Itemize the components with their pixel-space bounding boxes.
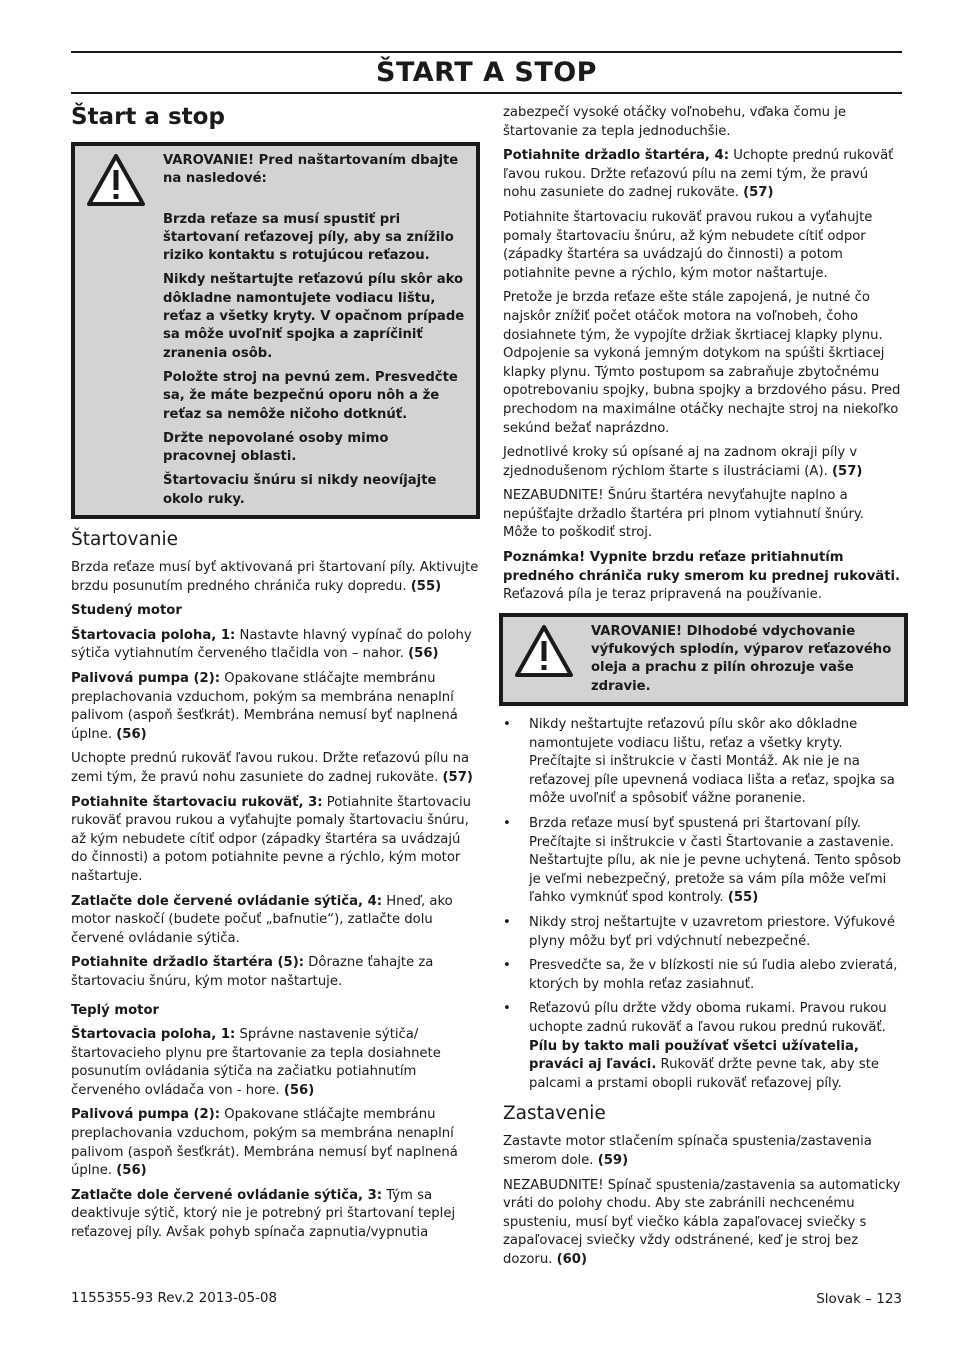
list-item: • Presvedčte sa, že v blízkosti nie sú ľudia alebo zvieratá, ktorých by mohla reťaz zasiahnuť. [503, 957, 902, 994]
warning-box [71, 142, 480, 519]
subsection-heading: Zastavenie [503, 1103, 606, 1125]
paragraph: Palivová pumpa (2): Opakovane stláčajte membránu preplachovania vzduchom, pokým sa membrána nenaplní palivom (aspoň šesťkrát). Membrána nemusí byť naplnená úplne. (56) [71, 1107, 458, 1179]
warning-box [499, 613, 908, 706]
list-item: • Nikdy stroj neštartujte v uzavretom priestore. Výfukové plyny môžu byť pri vdýchnutí nebezpečné. [503, 914, 902, 951]
paragraph: NEZABUDNITE! Šnúru štartéra nevyťahujte naplno a nepúšťajte držadlo štartéra pri plnom vytiahnutí šnúry. Môže to poškodiť stroj. [503, 488, 864, 541]
paragraph: Štartovacia poloha, 1: Správne nastavenie sýtiča/štartovacieho plynu pre štartovanie za tepla dosiahnete posunutím ovládania sýtiča na začiatku potiahnutím červeného ovládača von - hore. (56) [71, 1027, 441, 1098]
warning-text: VAROVANIE! Dlhodobé vdychovanie výfukových splodín, výparov reťazového oleja a prachu z pilín ohrozuje vaše zdravie. [591, 623, 892, 694]
paragraph: Zatlačte dole červené ovládanie sýtiča, 4: Hneď, ako motor naskočí (budete počuť „bafnutie“), zatlačte dolu červené ovládanie sýtiča. [71, 893, 453, 946]
warning-triangle-icon [513, 623, 591, 696]
warning-text: Nikdy neštartujte reťazovú pílu skôr ako dôkladne namontujete vodiacu lištu, reťaz a všetky kryty. V opačnom prípade sa môže uvoľniť spojka a zapríčiniť zranenia osôb. [163, 272, 465, 361]
list-item: • Nikdy neštartujte reťazovú pílu skôr ako dôkladne namontujete vodiacu lištu, reťaz a všetky kryty. Prečítajte si inštrukcie v časti Montáž. Ak nie je na reťazovej píle upevnená vodiaca lišta a reťaz, spojka sa môže uvoľniť a spôsobiť vážne poranenie. [503, 716, 902, 809]
warning-text: Štartovaciu šnúru si nikdy neovíjajte okolo ruky. [163, 473, 437, 507]
list-item: • Brzda reťaze musí byť spustená pri štartovaní píly. Prečítajte si inštrukcie v časti Štartovanie a zastavenie. Neštartujte pílu, ak nie je pevne uchytená. Tento spôsob je veľmi nebezpečný, pretože sa vám píla môže veľmi ľahko vymknúť spod kontroly. (55) [503, 815, 902, 908]
warning-text: VAROVANIE! Pred naštartovaním dbajte na nasledové: [163, 153, 459, 187]
warning-text: Položte stroj na pevnú zem. Presvedčte sa, že máte bezpečnú oporu nôh a že reťaz sa nemôže ničoho dotknúť. [163, 369, 458, 422]
paragraph: Jednotlivé kroky sú opísané aj na zadnom okraji píly v zjednodušenom rýchlom štarte s ilustráciami (A). (57) [503, 445, 863, 479]
paragraph: zabezpečí vysoké otáčky voľnobehu, vďaka čomu je štartovanie za tepla jednoduchšie. [503, 105, 847, 139]
paragraph: Zastavte motor stlačením spínača spustenia/zastavenia smerom dole. (59) [503, 1134, 872, 1168]
paragraph: Uchopte prednú rukoväť ľavou rukou. Držte reťazovú pílu na zemi tým, že pravú nohu zasuniete do zadnej rukoväte. (57) [71, 751, 473, 785]
right-column [503, 104, 902, 1275]
bullet-list [503, 716, 902, 1093]
paragraph: Palivová pumpa (2): Opakovane stláčajte membránu preplachovania vzduchom, pokým sa membrána nenaplní palivom (aspoň šesťkrát). Membrána nemusí byť naplnená úplne. (56) [71, 671, 458, 742]
paragraph: Potiahnite štartovaciu rukoväť, 3: Potiahnite štartovaciu rukoväť pravou rukou a vyťahujte pomaly štartovaciu šnúru, až kým nebudete cítiť odpor (západky štartéra sa uvádzajú do činnosti) a potom potiahnite pevne a rýchlo, kým motor naštartuje. [71, 794, 472, 884]
paragraph: Potiahnite držadlo štartéra, 4: Uchopte prednú rukoväť ľavou rukou. Držte reťazovú pílu na zemi tým, že pravú nohu zasuniete do zadnej rukoväte. (57) [503, 148, 894, 201]
warning-text: Brzda reťaze sa musí spustiť pri štartovaní reťazovej píly, aby sa znížilo riziko kontaktu s rotujúcou reťazou. [163, 211, 454, 264]
paragraph: Štartovacia poloha, 1: Nastavte hlavný vypínač do polohy sýtiča vytiahnutím červeného tlačidla von – nahor. (56) [71, 627, 472, 662]
paragraph: Potiahnite štartovaciu rukoväť pravou rukou a vyťahujte pomaly štartovaciu šnúru, až kým nebudete cítiť odpor (západky štartéra sa uvádzajú do činnosti) a potom potiahnite pevne a rýchlo, kým motor naštartuje. [503, 209, 873, 281]
subsection-heading: Štartovanie [71, 529, 179, 551]
page-header [71, 51, 902, 94]
footer-page-number: Slovak – 123 [816, 1291, 902, 1307]
page-title: ŠTART A STOP [376, 57, 597, 88]
paragraph: Pretože je brzda reťaze ešte stále zapojená, je nutné čo najskôr znížiť počet otáčok motora na voľnobeh, čoho dosiahnete tým, že vypojíte držiak škrtiacej klapky plynu. Odpojenie sa vykoná jemným dotykom na spúšti škrtiacej klapky plynu. Týmto postupom sa zabraňuje zbytočnému opotrebovaniu spojky, bubna spojky a brzdového pásu. Pred prechodom na maximálne otáčky nechajte stroj na niekoľko sekúnd bežať naprázdno. [503, 290, 901, 436]
warning-triangle-icon [85, 152, 163, 509]
paragraph: Zatlačte dole červené ovládanie sýtiča, 3: Tým sa deaktivuje sýtič, ktorý nie je potrebný pri štartovaní teplej reťazovej píly. Avšak pohyb spínača zapnutia/vypnutia [71, 1187, 456, 1241]
section-heading: Štart a stop [71, 104, 225, 130]
paragraph: NEZABUDNITE! Spínač spustenia/zastavenia sa automaticky vráti do polohy chodu. Aby ste zabránili nechcenému spusteniu, musí byť viečko kábla zapaľovacej sviečky s zapaľovacej sviečky vždy odstránené, keď je stroj bez dozoru. (60) [503, 1177, 901, 1267]
warning-text: Držte nepovolané osoby mimo pracovnej oblasti. [163, 430, 389, 465]
sub-heading-cold: Studený motor [71, 603, 182, 619]
list-item: • Reťazovú pílu držte vždy oboma rukami. Pravou rukou uchopte zadnú rukoväť a ľavou rukou prednú rukoväť. Pílu by takto mali používať všetci užívatelia, praváci aj ľaváci. Rukoväť držte pevne tak, aby ste palcami a prstami obopli rukoväť reťazovej píly. [503, 1000, 902, 1093]
left-column [71, 104, 480, 1249]
paragraph: Poznámka! Vypnite brzdu reťaze pritiahnutím predného chrániča ruky smerom ku prednej rukoväti. Reťazová píla je teraz pripravená na používanie. [503, 550, 901, 603]
paragraph: Brzda reťaze musí byť aktivovaná pri štartovaní píly. Aktivujte brzdu posunutím predného chrániča ruky dopredu. (55) [71, 560, 479, 594]
paragraph: Potiahnite držadlo štartéra (5): Dôrazne ťahajte za štartovaciu šnúru, kým motor naštartuje. [71, 955, 434, 989]
footer-doc-id: 1155355-93 Rev.2 2013-05-08 [71, 1290, 278, 1306]
sub-heading-warm: Teplý motor [71, 1002, 160, 1018]
